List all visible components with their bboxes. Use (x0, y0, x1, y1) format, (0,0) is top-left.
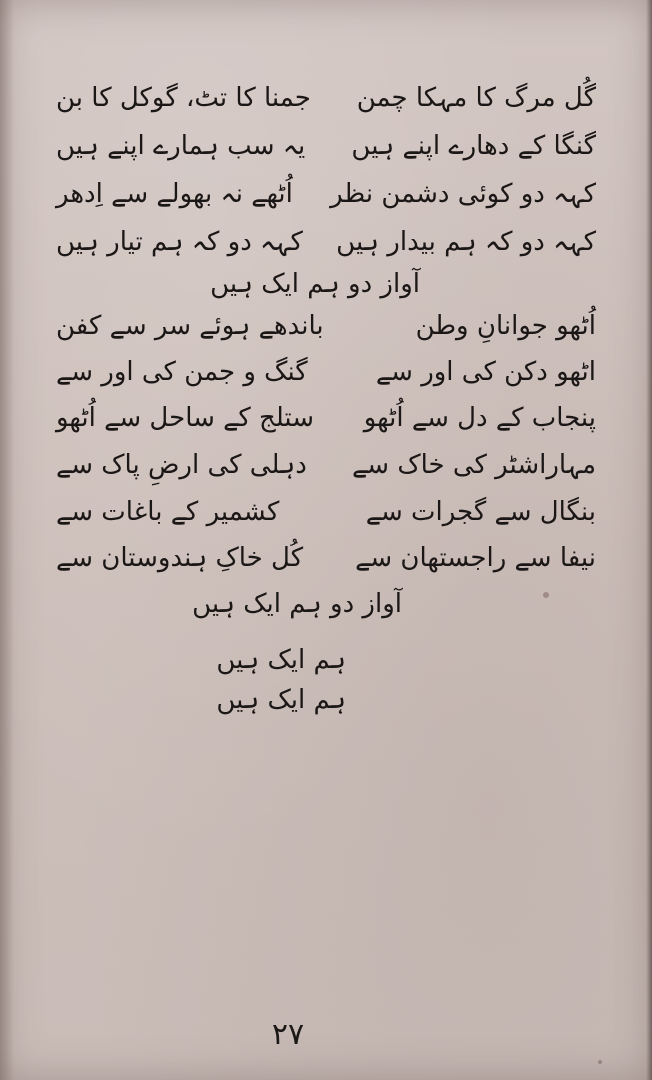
second-hemistich: دہلی کی ارضِ پاک سے (56, 450, 307, 480)
refrain-line: ہم ایک ہیں (216, 685, 346, 715)
refrain-line: ہم ایک ہیں (216, 645, 346, 675)
poem-line (56, 78, 596, 118)
refrain-line: آواز دو ہم ایک ہیں (192, 589, 402, 619)
second-hemistich: کُل خاکِ ہندوستان سے (56, 543, 304, 573)
poem-line (56, 126, 596, 166)
first-hemistich: اُٹھو جوانانِ وطن (415, 311, 596, 341)
poem-line (56, 352, 596, 392)
paper-stain (598, 1060, 602, 1064)
poem-line (56, 398, 596, 438)
first-hemistich: پنجاب کے دل سے اُٹھو (363, 403, 596, 433)
first-hemistich: مہاراشٹر کی خاک سے (352, 450, 596, 480)
first-hemistich: کہہ دو کہ ہم بیدار ہیں (336, 227, 596, 257)
second-hemistich: کہہ دو کہ ہم تیار ہیں (56, 227, 303, 257)
page-shadow-right (646, 0, 652, 1080)
second-hemistich: باندھے ہوئے سر سے کفن (56, 311, 324, 341)
second-hemistich: جمنا کا تٹ، گوکل کا بن (56, 83, 311, 113)
first-hemistich: نیفا سے راجستھان سے (355, 543, 596, 573)
page-number: ۲۷ (271, 1017, 305, 1052)
poem-line (56, 445, 596, 485)
second-hemistich: یہ سب ہمارے اپنے ہیں (56, 131, 306, 161)
first-hemistich: گنگا کے دھارے اپنے ہیں (351, 131, 596, 161)
second-hemistich: کشمیر کے باغات سے (56, 497, 280, 527)
poem-line (56, 174, 596, 214)
poem-line (56, 306, 596, 346)
poem-line (56, 492, 596, 532)
second-hemistich: ستلج کے ساحل سے اُٹھو (56, 403, 315, 433)
poem-line (56, 538, 596, 578)
first-hemistich: گُل مرگ کا مہکا چمن (356, 83, 596, 113)
refrain-line: آواز دو ہم ایک ہیں (210, 269, 420, 299)
first-hemistich: اٹھو دکن کی اور سے (375, 357, 596, 387)
page-shadow-left (0, 0, 14, 1080)
second-hemistich: گنگ و جمن کی اور سے (56, 357, 308, 387)
first-hemistich: بنگال سے گجرات سے (365, 497, 596, 527)
paper-stain (543, 592, 549, 598)
first-hemistich: کہہ دو کوئی دشمن نظر (330, 179, 596, 209)
second-hemistich: اُٹھے نہ بھولے سے اِدھر (56, 179, 293, 209)
poem-line (56, 222, 596, 262)
